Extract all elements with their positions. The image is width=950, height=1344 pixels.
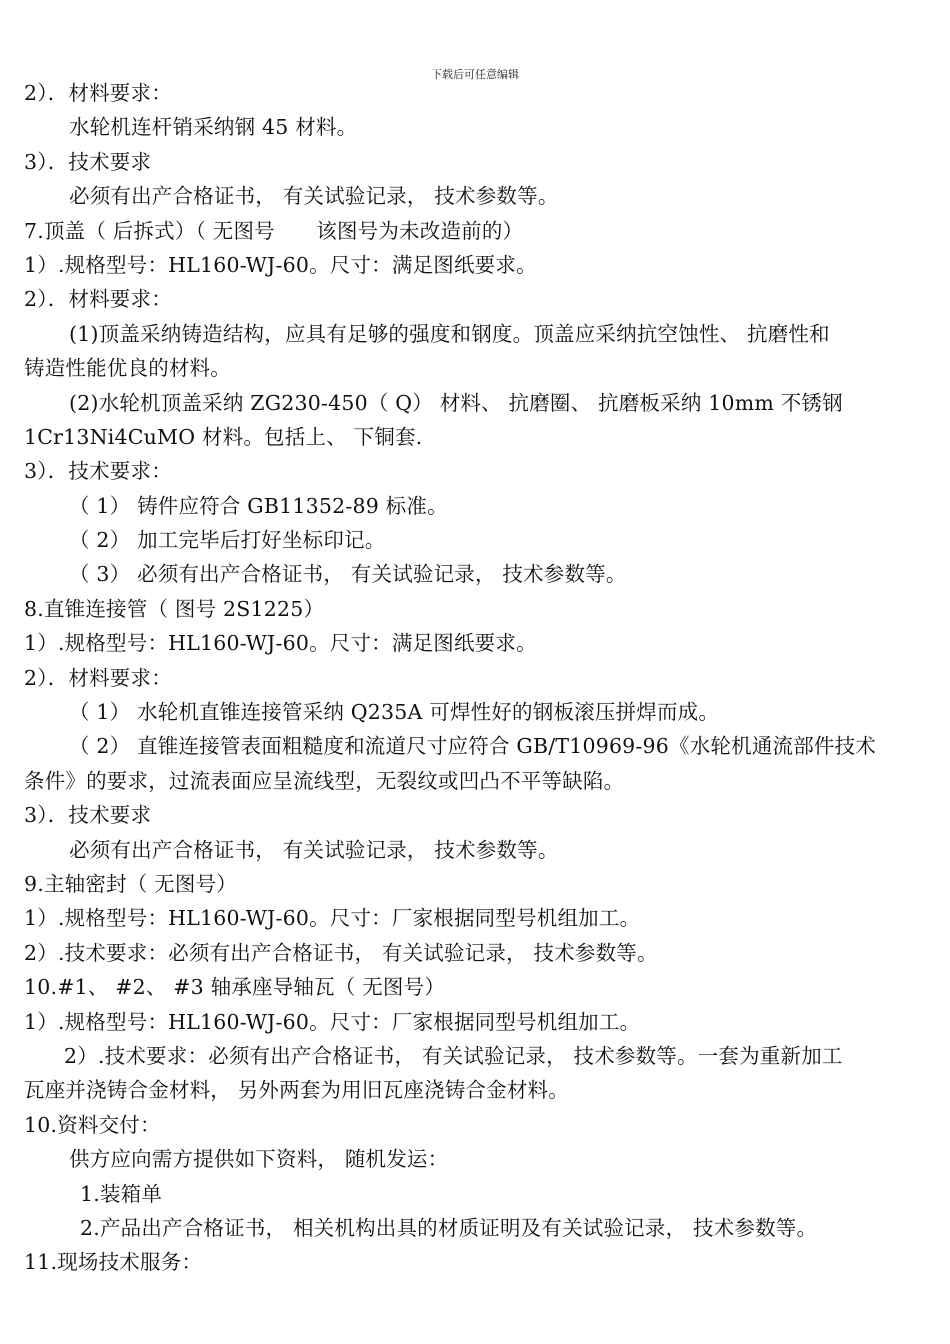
text-line: 1）.规格型号：HL160-WJ-60。尺寸：满足图纸要求。 <box>24 631 537 656</box>
section-heading: 9.主轴密封（ 无图号） <box>24 871 237 896</box>
text-line: (1)顶盖采纳铸造结构，应具有足够的强度和钢度。顶盖应采纳抗空蚀性、 抗磨性和 <box>69 321 830 346</box>
text-line: 2）.技术要求：必须有出产合格证书， 有关试验记录， 技术参数等。 <box>24 940 658 965</box>
text-line: 1）.规格型号：HL160-WJ-60。尺寸：厂家根据同型号机组加工。 <box>24 1009 641 1034</box>
page-header-note: 下载后可任意编辑 <box>431 68 519 81</box>
text-line: 2）.技术要求：必须有出产合格证书， 有关试验记录， 技术参数等。一套为重新加工 <box>64 1043 843 1068</box>
text-line: 2）．材料要求： <box>24 81 172 105</box>
text-line: 必须有出产合格证书， 有关试验记录， 技术参数等。 <box>69 184 559 209</box>
text-line: （ 2） 直锥连接管表面粗糙度和流道尺寸应符合 GB/T10969-96《水轮机通流部件技术 <box>69 734 877 759</box>
text-line: （ 1） 水轮机直锥连接管采纳 Q235A 可焊性好的钢板滚压拼焊而成。 <box>69 700 720 725</box>
section-heading: 10.资料交付： <box>24 1112 161 1137</box>
text-line: 3）．技术要求 <box>24 803 152 828</box>
text-line: 1Cr13Ni4CuMO 材料。包括上、 下铜套. <box>24 424 423 449</box>
text-line: 2）．材料要求： <box>24 287 172 312</box>
text-line: 3）．技术要求： <box>24 459 172 484</box>
text-line: 1）.规格型号：HL160-WJ-60。尺寸：厂家根据同型号机组加工。 <box>24 906 641 931</box>
section-heading: 10.#1、 #2、 #3 轴承座导轴瓦（ 无图号） <box>24 975 446 1000</box>
section-heading: 8.直锥连接管（ 图号 2S1225） <box>24 596 325 621</box>
document-body <box>24 76 924 1280</box>
text-line: 供方应向需方提供如下资料， 随机发运： <box>69 1147 449 1172</box>
text-line: 铸造性能优良的材料。 <box>24 356 231 381</box>
section-heading: 7.顶盖（ 后拆式）（ 无图号 该图号为未改造前的） <box>24 218 524 243</box>
text-line: 3）．技术要求 <box>24 149 152 174</box>
text-line: (2)水轮机顶盖采纳 ZG230-450（ Q） 材料、 抗磨圈、 抗磨板采纳 10mm 不锈钢 <box>69 390 843 415</box>
section-heading: 11.现场技术服务： <box>24 1250 203 1275</box>
text-line: 1）.规格型号：HL160-WJ-60。尺寸：满足图纸要求。 <box>24 252 537 277</box>
text-line: 瓦座并浇铸合金材料， 另外两套为用旧瓦座浇铸合金材料。 <box>24 1078 569 1103</box>
list-item: 2.产品出产合格证书， 相关机构出具的材质证明及有关试验记录， 技术参数等。 <box>80 1215 818 1240</box>
text-line: 必须有出产合格证书， 有关试验记录， 技术参数等。 <box>69 837 559 862</box>
list-item: 1.装箱单 <box>80 1181 163 1206</box>
text-line: 2）．材料要求： <box>24 665 172 690</box>
text-line: （ 3） 必须有出产合格证书， 有关试验记录， 技术参数等。 <box>69 562 627 587</box>
text-line: 条件》的要求，过流表面应呈流线型，无裂纹或凹凸不平等缺陷。 <box>24 768 625 793</box>
text-line: （ 1） 铸件应符合 GB11352-89 标准。 <box>69 493 448 518</box>
text-line: 水轮机连杆销采纳钢 45 材料。 <box>69 115 358 140</box>
text-line: （ 2） 加工完毕后打好坐标印记。 <box>69 528 386 553</box>
